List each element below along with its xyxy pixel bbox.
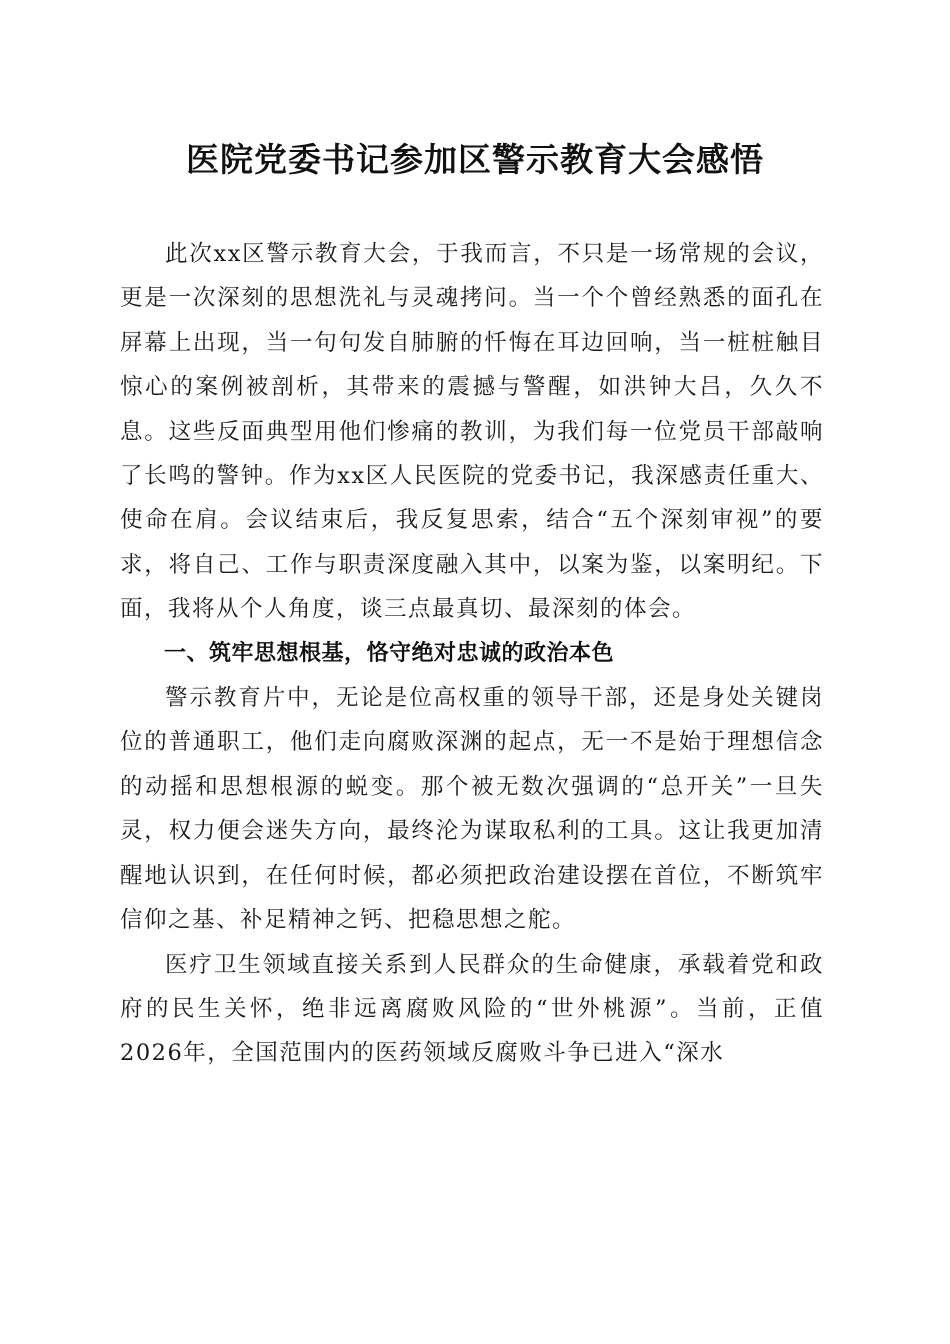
section-paragraph: 警示教育片中，无论是位高权重的领导干部，还是身处关键岗位的普通职工，他们走向腐败深渊的起点，无一不是始于理想信念的动摇和思想根源的蜕变。那个被无数次强调的“总开关”一旦失灵，权力便会迷失方向，最终沦为谋取私利的工具。这让我更加清醒地认识到，在任何时候，都必须把政治建设摆在首位，不断筑牢信仰之基、补足精神之钙、把稳思想之舵。 bbox=[120, 685, 824, 934]
intro-paragraph: 此次xx区警示教育大会，于我而言，不只是一场常规的会议，更是一次深刻的思想洗礼与灵魂拷问。当一个个曾经熟悉的面孔在屏幕上出现，当一句句发自肺腑的忏悔在耳边回响，当一桩桩触目惊心的案例被剖析，其带来的震撼与警醒，如洪钟大吕，久久不息。这些反面典型用他们惨痛的教训，为我们每一位党员干部敲响了长鸣的警钟。作为xx区人民医院的党委书记，我深感责任重大、使命在肩。会议结束后，我反复思索，结合“五个深刻审视”的要求，将自己、工作与职责深度融入其中，以案为鉴，以案明纪。下面，我将从个人角度，谈三点最真切、最深刻的体会。 bbox=[120, 241, 824, 623]
document-title: 医院党委书记参加区警示教育大会感悟 bbox=[186, 140, 764, 179]
section-heading: 一、筑牢思想根基，恪守绝对忠诚的政治本色 bbox=[164, 640, 615, 666]
section-paragraph: 医疗卫生领域直接关系到人民群众的生命健康，承载着党和政府的民生关怀，绝非远离腐败风险的“世外桃源”。当前，正值2026年，全国范围内的医药领域反腐败斗争已进入“深水 bbox=[120, 951, 824, 1067]
document-body bbox=[120, 232, 824, 1076]
